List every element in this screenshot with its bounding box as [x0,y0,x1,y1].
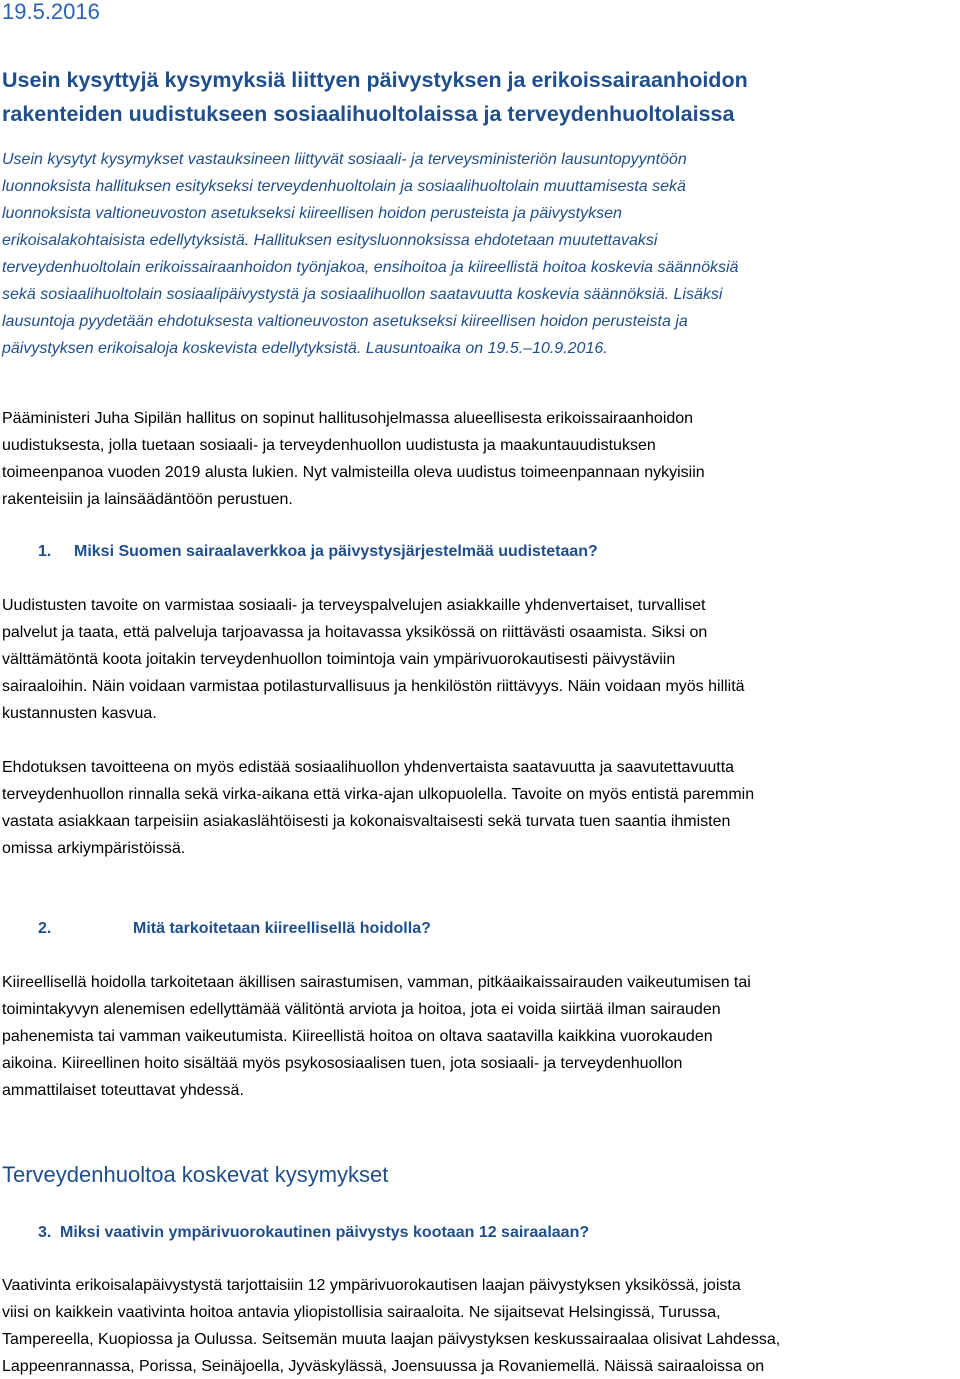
title-line: Usein kysyttyjä kysymyksiä liittyen päivystyksen ja erikoissairaanhoidon [2,68,748,92]
intro-line: luonnoksista hallituksen esitykseksi terveydenhuoltolain ja sosiaalihuoltolain muuttamisesta sekä [2,178,686,195]
intro-line: päivystyksen erikoisaloja koskevista edellytyksistä. Lausuntoaika on 19.5.–10.9.2016. [2,340,608,357]
paragraph-line: Lappeenrannassa, Porissa, Seinäjoella, Jyväskylässä, Joensuussa ja Rovaniemellä. Näissä sairaaloissa on [2,1358,765,1375]
paragraph-line: toimeenpanoa vuoden 2019 alusta lukien. Nyt valmisteilla oleva uudistus toimeenpannaan nykyisiin [2,464,705,481]
paragraph-line: Uudistusten tavoite on varmistaa sosiaali- ja terveyspalvelujen asiakkaille yhdenvertaiset, turvalliset [2,597,706,614]
question-text: Miksi vaativin ympärivuorokautinen päivystys kootaan 12 sairaalaan? [60,1224,590,1241]
paragraph-line: viisi on kaikkein vaativinta hoitoa antavia yliopistollisia sairaaloita. Ne sijaitsevat Helsingissä, Turussa, [2,1304,721,1321]
paragraph-line: palvelut ja taata, että palveluja tarjoavassa ja hoitavassa yksikössä on riittävästi osaamista. Siksi on [2,624,708,641]
intro-line: terveydenhuoltolain erikoissairaanhoidon työnjakoa, ensihoitoa ja kiireellistä hoitoa koskevia säännöksiä [2,259,739,276]
document-date: 19.5.2016 [2,0,100,24]
section-heading: Terveydenhuoltoa koskevat kysymykset [2,1162,389,1187]
paragraph-line: kustannusten kasvua. [2,705,157,722]
paragraph-line: ammattilaiset toteuttavat yhdessä. [2,1082,244,1099]
intro-line: Usein kysytyt kysymykset vastauksineen liittyvät sosiaali- ja terveysministeriön lausuntopyyntöön [2,151,687,168]
paragraph-line: Tampereella, Kuopiossa ja Oulussa. Seitsemän muuta laajan päivystyksen keskussairaalaa olisivat Lahdessa, [2,1331,781,1348]
answer-2-paragraph [2,969,960,1104]
question-text: Miksi Suomen sairaalaverkkoa ja päivystysjärjestelmää uudistetaan? [74,543,598,560]
paragraph-line: uudistuksesta, jolla tuetaan sosiaali- ja terveydenhuollon uudistusta ja maakuntauudistuksen [2,437,656,454]
document-title [2,63,922,131]
paragraph-background [2,405,960,513]
title-line: rakenteiden uudistukseen sosiaalihuoltolaissa ja terveydenhuoltolaissa [2,102,735,126]
answer-1-paragraph-1 [2,592,960,727]
question-1-heading [38,538,598,565]
paragraph-line: sairaaloihin. Näin voidaan varmistaa potilasturvallisuus ja henkilöstön riittävyys. Näin voidaan myös hillitä [2,678,745,695]
intro-line: lausuntoja pyydetään ehdotuksesta valtioneuvoston asetukseksi kiireellisen hoidon perusteista ja [2,313,688,330]
paragraph-line: toimintakyvyn alenemisen edellyttämää välitöntä arviota ja hoitoa, jota ei voida siirtää ilman sairauden [2,1001,721,1018]
paragraph-line: aikoina. Kiireellinen hoito sisältää myös psykososiaalisen tuen, jota sosiaali- ja terveydenhuollon [2,1055,683,1072]
answer-3-paragraph [2,1272,960,1379]
question-2-heading [38,915,431,942]
question-number: 2. [38,920,52,937]
paragraph-line: omissa arkiympäristöissä. [2,840,186,857]
paragraph-line: vastata asiakkaan tarpeisiin asiakaslähtöisesti ja kokonaisvaltaisesti sekä turvata tuen saantia ihmisten [2,813,731,830]
question-number: 3. [38,1224,52,1241]
intro-paragraph [2,146,960,362]
paragraph-line: Kiireellisellä hoidolla tarkoitetaan äkillisen sairastumisen, vamman, pitkäaikaissairauden vaikeutumisen tai [2,974,751,991]
intro-line: luonnoksista valtioneuvoston asetukseksi kiireellisen hoidon perusteista ja päivystyksen [2,205,622,222]
paragraph-line: Ehdotuksen tavoitteena on myös edistää sosiaalihuollon yhdenvertaista saatavuutta ja saavutettavuutta [2,759,735,776]
paragraph-line: pahenemista tai vamman vaikeutumista. Kiireellistä hoitoa on oltava saatavilla kaikkina vuorokauden [2,1028,713,1045]
answer-1-paragraph-2 [2,754,960,862]
paragraph-line: Pääministeri Juha Sipilän hallitus on sopinut hallitusohjelmassa alueellisesta erikoissairaanhoidon [2,410,694,427]
question-number: 1. [38,543,52,560]
intro-line: erikoisalakohtaisista edellytyksistä. Hallituksen esitysluonnoksissa ehdotetaan muutettavaksi [2,232,658,249]
paragraph-line: rakenteisiin ja lainsäädäntöön perustuen. [2,491,293,508]
question-3-heading [38,1219,589,1246]
question-text: Mitä tarkoitetaan kiireellisellä hoidolla? [133,920,431,937]
paragraph-line: välttämätöntä koota joitakin terveydenhuollon toimintoja vain ympärivuorokautisesti päivystäviin [2,651,676,668]
paragraph-line: terveydenhuollon rinnalla sekä virka-aikana että virka-ajan ulkopuolella. Tavoite on myös entistä paremmin [2,786,755,803]
intro-line: sekä sosiaalihuoltolain sosiaalipäivystystä ja sosiaalihuollon saatavuutta koskevia säännöksiä. Lisäksi [2,286,723,303]
paragraph-line: Vaativinta erikoisalapäivystystä tarjottaisiin 12 ympärivuorokautisen laajan päivystyksen yksikössä, joista [2,1277,741,1294]
